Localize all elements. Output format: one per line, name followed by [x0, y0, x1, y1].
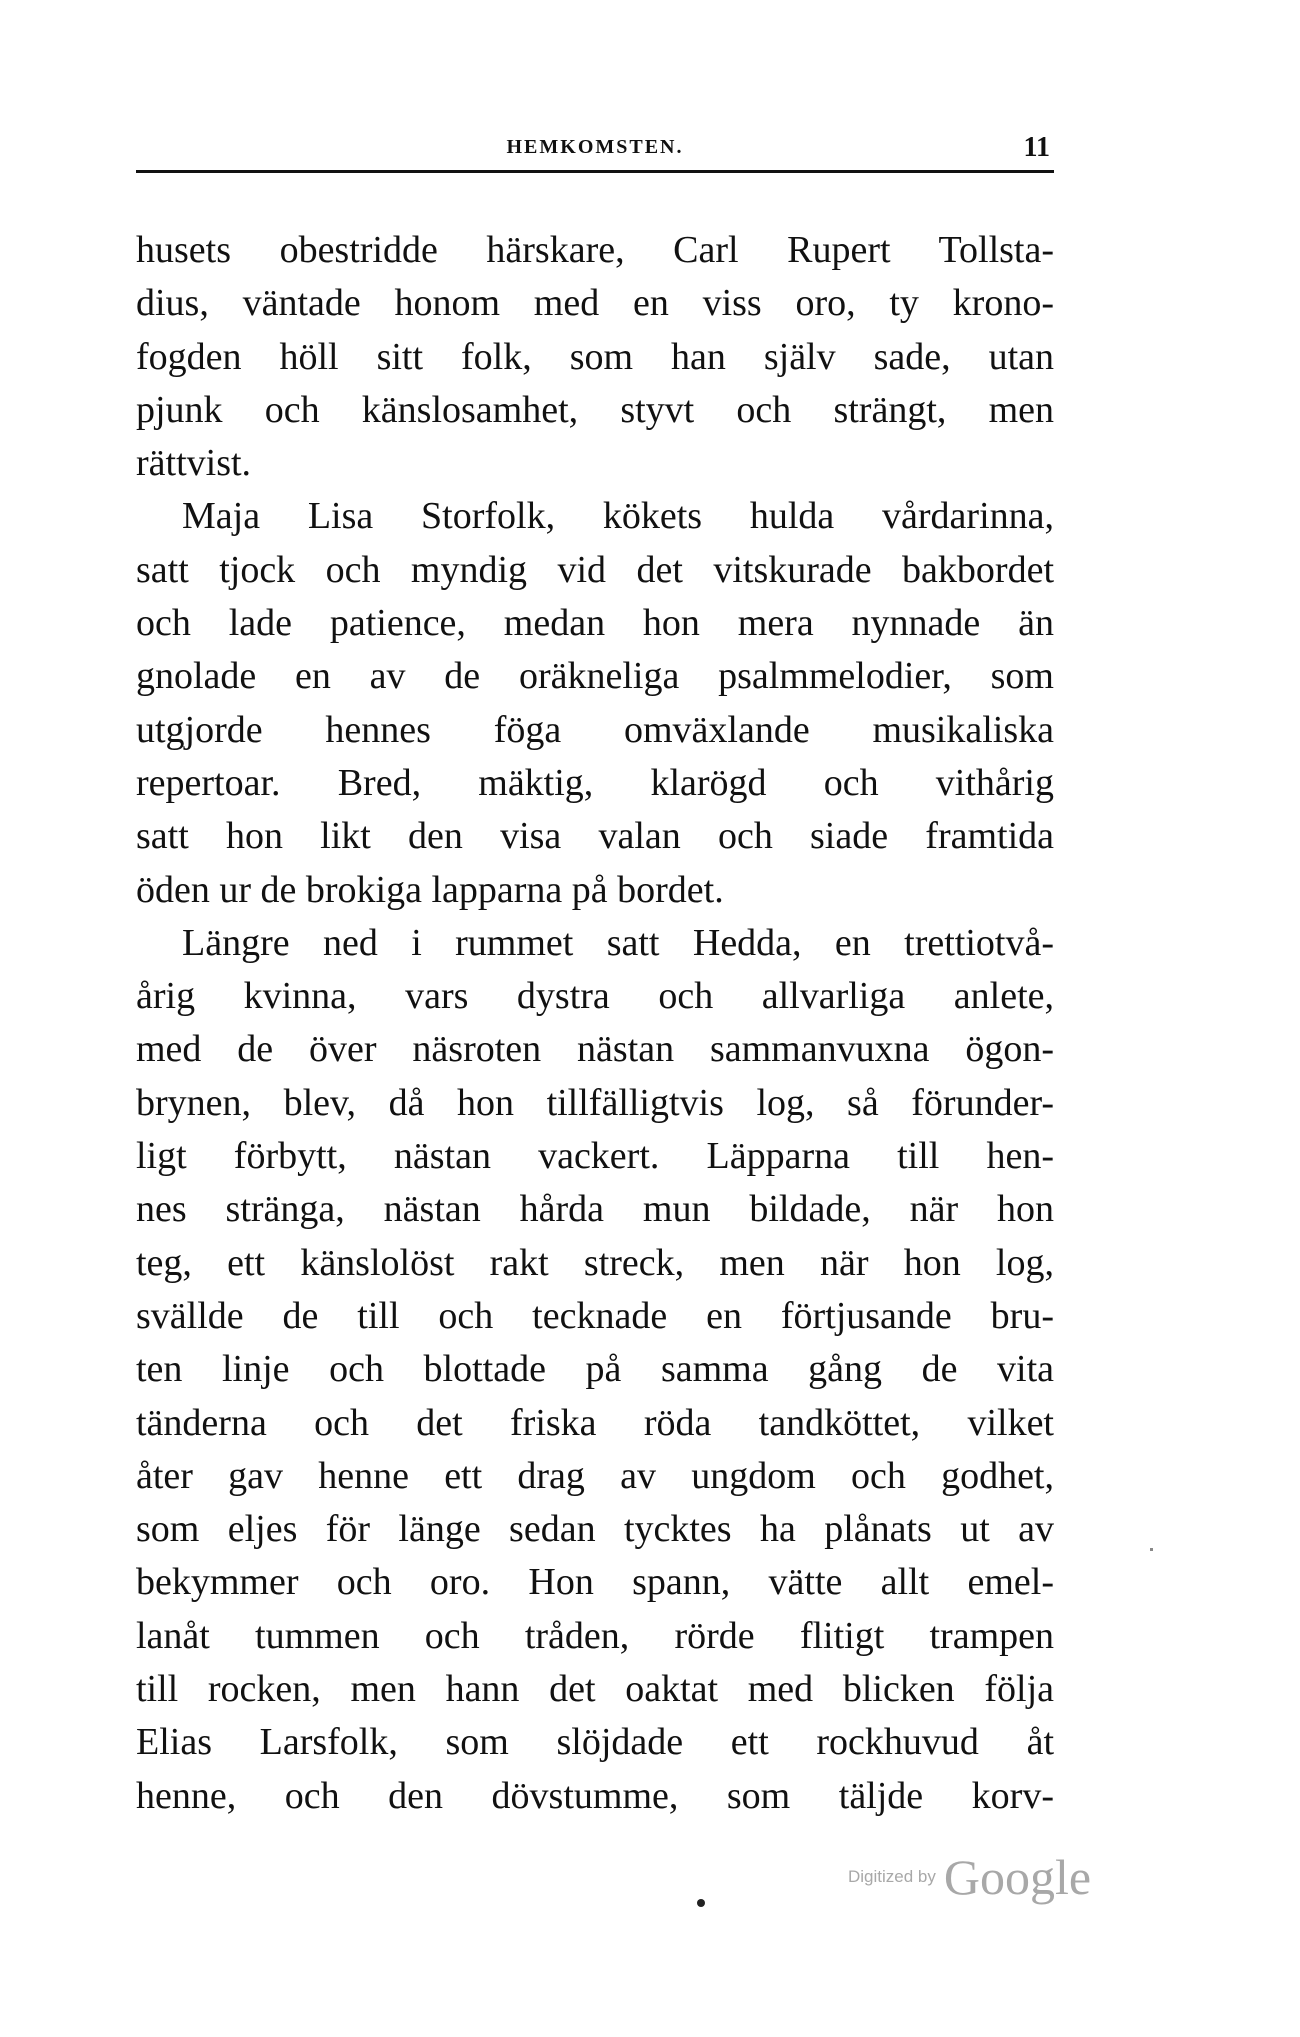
body-text: [136, 224, 1054, 1823]
text-line: Längre ned i rummet satt Hedda, en trettiotvå-: [182, 921, 1054, 964]
running-title: HEMKOMSTEN.: [506, 136, 684, 158]
text-line: öden ur de brokiga lapparna på bordet.: [136, 868, 724, 911]
page-number: 11: [1023, 132, 1050, 163]
scan-speck: [1150, 1548, 1153, 1551]
text-line: Maja Lisa Storfolk, kökets hulda vårdarinna,: [182, 495, 1054, 538]
scan-dot: [697, 1899, 705, 1907]
text-line: satt tjock och myndig vid det vitskurade bakbordet: [136, 548, 1054, 591]
text-line: svällde de till och tecknade en förtjusande bru-: [136, 1294, 1054, 1337]
text-line: bekymmer och oro. Hon spann, vätte allt emel-: [136, 1561, 1054, 1604]
text-line: teg, ett känslolöst rakt streck, men när hon log,: [136, 1241, 1054, 1284]
text-line: åter gav henne ett drag av ungdom och godhet,: [136, 1454, 1054, 1497]
text-line: tänderna och det friska röda tandköttet, vilket: [136, 1401, 1054, 1444]
text-line: och lade patience, medan hon mera nynnade än: [136, 602, 1054, 645]
digitization-watermark: [848, 1848, 1091, 1906]
text-line: som eljes för länge sedan tycktes ha plånats ut av: [136, 1508, 1054, 1551]
running-header: [136, 130, 1054, 170]
text-line: med de över näsroten nästan sammanvuxna ögon-: [136, 1028, 1054, 1071]
text-line: pjunk och känslosamhet, styvt och strängt, men: [136, 388, 1054, 431]
text-line: till rocken, men hann det oaktat med blicken följa: [136, 1668, 1054, 1711]
text-line: dius, väntade honom med en viss oro, ty krono-: [136, 282, 1054, 325]
text-line: henne, och den dövstumme, som täljde korv-: [136, 1774, 1054, 1817]
text-line: satt hon likt den visa valan och siade framtida: [136, 815, 1054, 858]
text-line: husets obestridde härskare, Carl Rupert Tollsta-: [136, 229, 1054, 271]
watermark-prefix: Digitized by: [848, 1867, 936, 1886]
watermark-brand: Google: [943, 1849, 1092, 1905]
text-line: rättvist.: [136, 442, 252, 485]
text-line: repertoar. Bred, mäktig, klarögd och vithårig: [136, 761, 1054, 804]
text-line: ten linje och blottade på samma gång de vita: [136, 1348, 1054, 1391]
text-line: fogden höll sitt folk, som han själv sade, utan: [136, 335, 1054, 378]
text-line: brynen, blev, då hon tillfälligtvis log, så förunder-: [136, 1081, 1054, 1124]
text-line: Elias Larsfolk, som slöjdade ett rockhuvud åt: [136, 1721, 1054, 1764]
text-line: nes stränga, nästan hårda mun bildade, när hon: [136, 1188, 1054, 1231]
text-line: årig kvinna, vars dystra och allvarliga anlete,: [136, 975, 1054, 1018]
text-line: lanåt tummen och tråden, rörde flitigt trampen: [136, 1614, 1054, 1657]
header-rule: [136, 170, 1054, 173]
text-line: gnolade en av de oräkneliga psalmmelodier, som: [136, 655, 1054, 698]
text-line: utgjorde hennes föga omväxlande musikaliska: [136, 708, 1054, 751]
text-line: ligt förbytt, nästan vackert. Läpparna till hen-: [136, 1135, 1054, 1178]
